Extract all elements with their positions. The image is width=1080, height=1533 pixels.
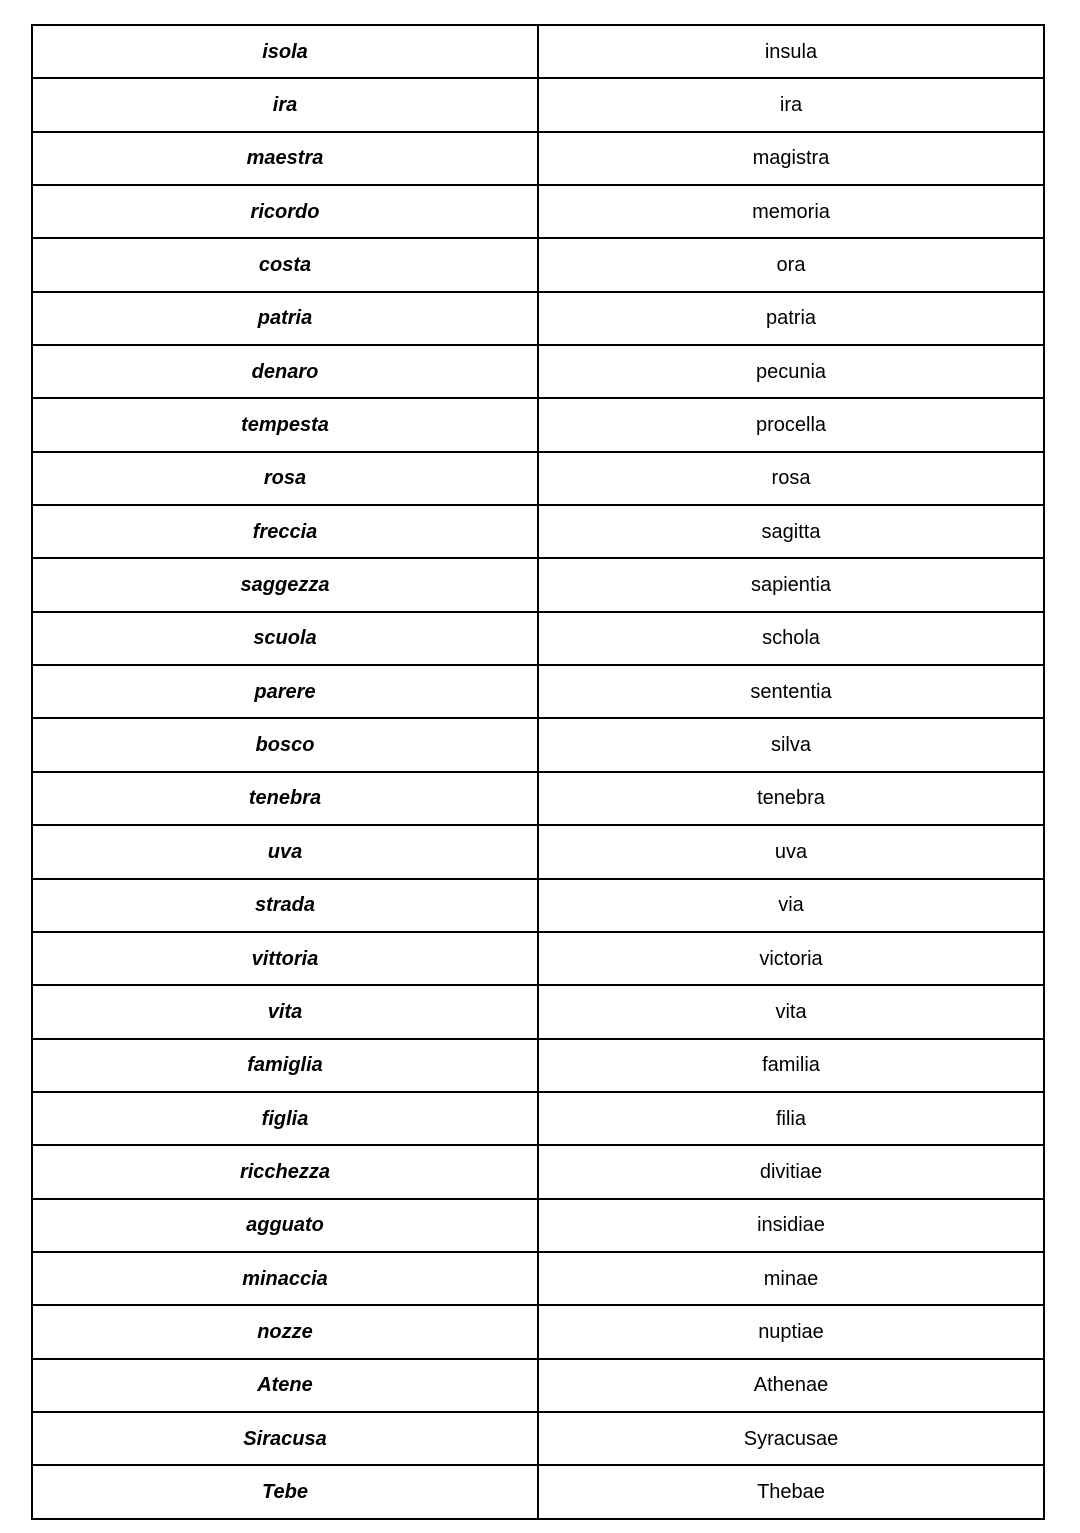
italian-word: Siracusa xyxy=(32,1412,538,1465)
vocabulary-table xyxy=(31,24,1045,1520)
table-row xyxy=(32,772,1044,825)
table-row xyxy=(32,1305,1044,1358)
italian-word: Tebe xyxy=(32,1465,538,1519)
table-row xyxy=(32,718,1044,771)
italian-word: denaro xyxy=(32,345,538,398)
table-row xyxy=(32,345,1044,398)
table-row xyxy=(32,1359,1044,1412)
table-row xyxy=(32,238,1044,291)
italian-word: ricordo xyxy=(32,185,538,238)
latin-word: procella xyxy=(538,398,1044,451)
table-row xyxy=(32,1252,1044,1305)
latin-word: schola xyxy=(538,612,1044,665)
italian-word: rosa xyxy=(32,452,538,505)
italian-word: famiglia xyxy=(32,1039,538,1092)
table-row xyxy=(32,1412,1044,1465)
latin-word: silva xyxy=(538,718,1044,771)
italian-word: patria xyxy=(32,292,538,345)
table-row xyxy=(32,78,1044,131)
latin-word: minae xyxy=(538,1252,1044,1305)
latin-word: uva xyxy=(538,825,1044,878)
table-row xyxy=(32,25,1044,78)
italian-word: ricchezza xyxy=(32,1145,538,1198)
latin-word: Syracusae xyxy=(538,1412,1044,1465)
latin-word: divitiae xyxy=(538,1145,1044,1198)
latin-word: sagitta xyxy=(538,505,1044,558)
latin-word: magistra xyxy=(538,132,1044,185)
table-row xyxy=(32,985,1044,1038)
latin-word: insula xyxy=(538,25,1044,78)
table-row xyxy=(32,292,1044,345)
latin-word: Thebae xyxy=(538,1465,1044,1519)
latin-word: ora xyxy=(538,238,1044,291)
latin-word: familia xyxy=(538,1039,1044,1092)
italian-word: bosco xyxy=(32,718,538,771)
latin-word: via xyxy=(538,879,1044,932)
italian-word: Atene xyxy=(32,1359,538,1412)
latin-word: filia xyxy=(538,1092,1044,1145)
italian-word: tenebra xyxy=(32,772,538,825)
latin-word: insidiae xyxy=(538,1199,1044,1252)
italian-word: minaccia xyxy=(32,1252,538,1305)
table-row xyxy=(32,932,1044,985)
table-row xyxy=(32,825,1044,878)
italian-word: nozze xyxy=(32,1305,538,1358)
latin-word: sententia xyxy=(538,665,1044,718)
latin-word: patria xyxy=(538,292,1044,345)
italian-word: scuola xyxy=(32,612,538,665)
latin-word: rosa xyxy=(538,452,1044,505)
italian-word: strada xyxy=(32,879,538,932)
latin-word: ira xyxy=(538,78,1044,131)
table-row xyxy=(32,558,1044,611)
italian-word: maestra xyxy=(32,132,538,185)
table-row xyxy=(32,612,1044,665)
latin-word: sapientia xyxy=(538,558,1044,611)
italian-word: saggezza xyxy=(32,558,538,611)
italian-word: parere xyxy=(32,665,538,718)
table-row xyxy=(32,505,1044,558)
latin-word: victoria xyxy=(538,932,1044,985)
table-row xyxy=(32,879,1044,932)
italian-word: figlia xyxy=(32,1092,538,1145)
italian-word: vittoria xyxy=(32,932,538,985)
table-row xyxy=(32,398,1044,451)
italian-word: tempesta xyxy=(32,398,538,451)
latin-word: vita xyxy=(538,985,1044,1038)
latin-word: memoria xyxy=(538,185,1044,238)
latin-word: pecunia xyxy=(538,345,1044,398)
vocabulary-table-body xyxy=(32,25,1044,1519)
table-row xyxy=(32,665,1044,718)
latin-word: Athenae xyxy=(538,1359,1044,1412)
italian-word: ira xyxy=(32,78,538,131)
italian-word: vita xyxy=(32,985,538,1038)
italian-word: uva xyxy=(32,825,538,878)
table-row xyxy=(32,452,1044,505)
italian-word: freccia xyxy=(32,505,538,558)
latin-word: nuptiae xyxy=(538,1305,1044,1358)
italian-word: agguato xyxy=(32,1199,538,1252)
table-row xyxy=(32,1465,1044,1519)
table-row xyxy=(32,1039,1044,1092)
italian-word: isola xyxy=(32,25,538,78)
table-row xyxy=(32,1199,1044,1252)
latin-word: tenebra xyxy=(538,772,1044,825)
table-row xyxy=(32,1145,1044,1198)
table-row xyxy=(32,185,1044,238)
table-row xyxy=(32,1092,1044,1145)
italian-word: costa xyxy=(32,238,538,291)
table-row xyxy=(32,132,1044,185)
